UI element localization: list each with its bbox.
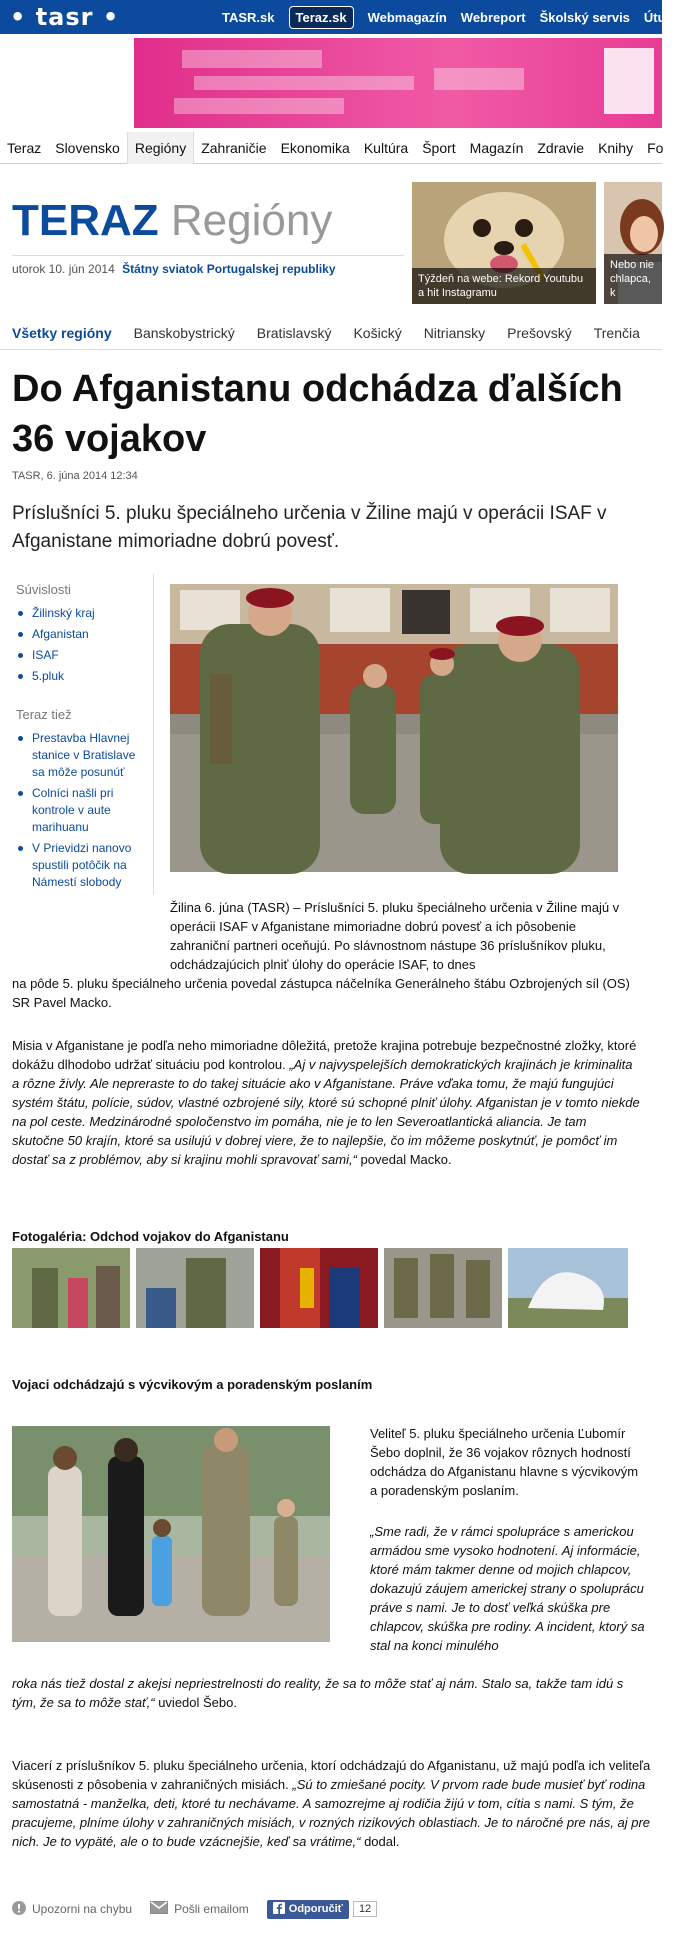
related-link[interactable]: ISAF xyxy=(12,647,147,664)
article-sidebar xyxy=(12,574,154,895)
region-nitriansky[interactable]: Nitriansky xyxy=(423,324,486,341)
section-heading: Vojaci odchádzajú s výcvikovým a poradenským poslaním xyxy=(12,1377,373,1392)
article-headline: Do Afganistanu odchádza ďalších 36 vojakov xyxy=(12,368,623,460)
paragraph-5 xyxy=(12,1756,652,1851)
nav-item-teraz[interactable]: Teraz xyxy=(7,139,42,156)
paragraph-2 xyxy=(12,1036,642,1169)
paragraph-2-text: Misia v Afganistane je podľa neho mimoriadne dôležitá, pretože krajina potrebuje bezpečnostné zložky, ktoré dokážu dlhodobo udržať situáciu pod kontrolou. xyxy=(12,1038,637,1072)
top-link-utul[interactable]: Útul xyxy=(643,9,670,25)
also-list xyxy=(12,730,147,891)
region-presovsky[interactable]: Prešovský xyxy=(507,324,572,341)
paragraph-4-tail: uviedol Šebo. xyxy=(154,1695,237,1710)
facebook-recommend-count: 12 xyxy=(353,1901,377,1917)
email-label: Pošli emailom xyxy=(174,1902,249,1916)
promo-tile-2[interactable] xyxy=(604,182,662,304)
main-nav xyxy=(0,132,662,164)
nav-item-sport[interactable]: Šport xyxy=(422,139,456,156)
article-actions xyxy=(12,1897,652,1921)
related-link[interactable]: Afganistan xyxy=(12,626,147,643)
promo-caption-2: Nebo nie chlapca, k xyxy=(604,254,662,304)
nav-item-knihy[interactable]: Knihy xyxy=(598,139,634,156)
paragraph-4b xyxy=(12,1674,642,1712)
nav-item-fo[interactable]: Fo xyxy=(647,139,664,156)
paragraph-3: Veliteľ 5. pluku špeciálneho určenia Ľubomír Šebo doplnil, že 36 vojakov rôznych hodností odchádza do Afganistanu hlavne s výcvikovým a poradenským poslaním. xyxy=(370,1426,639,1498)
top-links xyxy=(222,0,683,34)
gallery-thumb-1[interactable] xyxy=(12,1248,130,1328)
region-trenciansky[interactable]: Trenčia xyxy=(593,324,640,341)
nav-item-magazin[interactable]: Magazín xyxy=(469,139,524,156)
paragraph-5-tail: dodal. xyxy=(360,1834,400,1849)
gallery-thumb-2[interactable] xyxy=(136,1248,254,1328)
dateline xyxy=(12,262,336,276)
related-title: Súvislosti xyxy=(16,582,71,597)
promo-caption-1: Týždeň na webe: Rekord Youtubu a hit Instagramu xyxy=(412,268,596,304)
promo-tile-1[interactable] xyxy=(412,182,596,304)
nav-item-ekonomika[interactable]: Ekonomika xyxy=(280,139,350,156)
also-link[interactable]: V Prievidzi nanovo spustili potôčik na Námestí slobody xyxy=(12,840,147,891)
region-all[interactable]: Všetky regióny xyxy=(12,324,112,341)
top-link-skolsky-servis[interactable]: Školský servis xyxy=(539,9,630,25)
paragraph-2-tail: povedal Macko. xyxy=(356,1152,452,1167)
nav-item-regiony[interactable]: Regióny xyxy=(127,132,194,164)
gallery-title[interactable]: Fotogaléria: Odchod vojakov do Afganistanu xyxy=(12,1229,289,1244)
facebook-recommend-label: Odporučiť xyxy=(288,1903,343,1915)
section-title-light: Regióny xyxy=(158,196,333,245)
facebook-icon xyxy=(273,1902,285,1917)
related-link[interactable]: 5.pluk xyxy=(12,668,147,685)
region-bratislavsky[interactable]: Bratislavský xyxy=(256,324,332,341)
paragraph-1b: na pôde 5. pluku špeciálneho určenia povedal zástupca náčelníka Generálneho štábu Ozbrojených síl (OS) SR Pavel Macko. xyxy=(12,976,630,1010)
top-link-webmagazin[interactable]: Webmagazín xyxy=(367,9,447,25)
paragraph-4-quote-a: „Sme radi, že v rámci spolupráce s americkou armádou sme vysoko hodnotení. Aj informácie, ktoré mám takmer denne od mojich chlapcov, dokazujú záujem americkej strany o spoluprácu práve s nami. Je to dosť veľká skúška pre chlapcov, skúška pre rodiny. A incident, ktorý sa stal na konci minulého xyxy=(370,1524,645,1653)
paragraph-5-quote: „Sú to zmiešané pocity. V prvom rade bude musieť byť rodina samostatná - manželka, deti, ktoré tu nechávame. A samozrejme aj rodičia žijú v tom, cítia s nami. S tým, že pracujeme, plníme úlohy v zahraničných misiách, v rozných rizikových oblastiach. Je to náročné pre nás, aj pre nich. Je to vypäté, ale o to bude vzácnejšie, keď sa vrátime,“ xyxy=(12,1777,651,1849)
paragraph-2-quote: „Aj v najvyspelejších demokratických krajinách je kriminalita a rôzne živly. Ale nepreraste to do takej situácie ako v Afganistane. Práve vďaka tomu, že majú fungujúci systém štátu, polície, súdov, vlastné ozbrojené sily, ktoré sú schopné plniť úlohy. Afganistan je v tomto niekde na pol ceste. Medzinárodné spoločenstvo im pomáha, nie je to len Severoatlantická aliancia. Je tam skutočne 50 krajín, ktoré sa usilujú v dobrej viere, že to najlepšie, čo im môžeme poskytnúť, je pomôcť im dostať sa z problémov, aby si krajinu mohli spravovať sami,“ xyxy=(12,1057,640,1167)
main-article-photo[interactable] xyxy=(170,584,618,872)
report-error-link[interactable] xyxy=(12,1901,132,1918)
family-photo[interactable] xyxy=(12,1426,330,1642)
region-banskobystricky[interactable]: Banskobystrický xyxy=(133,324,235,341)
section-title[interactable] xyxy=(12,196,332,246)
region-kosicky[interactable]: Košický xyxy=(353,324,402,341)
facebook-recommend-button[interactable] xyxy=(267,1900,349,1919)
paragraph-5-text: Viacerí z príslušníkov 5. pluku špeciálneho určenia, ktorí odchádzajú do Afganistanu, už majú podľa ich veliteľa skúsenosti z pôsobenia v zahraničných misiách. xyxy=(12,1758,651,1792)
nav-item-zahranicie[interactable]: Zahraničie xyxy=(201,139,267,156)
nav-item-slovensko[interactable]: Slovensko xyxy=(55,139,120,156)
report-error-label: Upozorni na chybu xyxy=(32,1902,133,1916)
top-link-webreport[interactable]: Webreport xyxy=(460,9,526,25)
ad-banner[interactable] xyxy=(134,38,662,128)
warning-icon xyxy=(12,1901,26,1918)
article-lead: Príslušníci 5. pluku špeciálneho určenia v Žiline majú v operácii ISAF v Afganistane mimoriadne dobrú povesť. xyxy=(12,503,607,552)
header-divider xyxy=(12,255,404,256)
gallery-thumb-4[interactable] xyxy=(384,1248,502,1328)
top-link-teraz[interactable]: Teraz.sk xyxy=(289,6,354,29)
current-date: utorok 10. jún 2014 xyxy=(12,262,115,276)
section-title-bold: TERAZ xyxy=(12,196,159,245)
gallery-thumb-5[interactable] xyxy=(508,1248,628,1328)
tasr-logo[interactable]: • tasr • xyxy=(10,3,120,31)
paragraph-4-quote-b: roka nás tiež dostal z akejsi nepriestrelnosti do reality, že sa to môže stať aj nám. Stalo sa, takže tam idú s tým, že sa to môže stať,“ xyxy=(12,1676,624,1710)
nav-item-kultura[interactable]: Kultúra xyxy=(363,139,409,156)
related-link[interactable]: Žilinský kraj xyxy=(12,605,147,622)
top-bar xyxy=(0,0,670,34)
also-title: Teraz tiež xyxy=(16,707,72,722)
also-link[interactable]: Colníci našli pri kontrole v aute marihuanu xyxy=(12,785,147,836)
paragraph-4a xyxy=(370,1522,646,1655)
region-nav xyxy=(0,316,662,350)
email-link[interactable] xyxy=(150,1901,249,1917)
paragraph-1a: Žilina 6. júna (TASR) – Príslušníci 5. pluku špeciálneho určenia v Žiline majú v operácii ISAF v Afganistane mimoriadne dobrú povesť a ich pôsobenie zahraniční partneri oceňujú. Po slávnostnom nástupe 36 príslušníkov pluku, odchádzajúcich plniť úlohy do operácie ISAF, to dnes xyxy=(170,900,620,972)
holiday-link[interactable]: Štátny sviatok Portugalskej republiky xyxy=(122,262,336,276)
ad-banner-area xyxy=(0,34,662,132)
also-link[interactable]: Prestavba Hlavnej stanice v Bratislave sa môže posunúť xyxy=(12,730,147,781)
envelope-icon xyxy=(150,1901,168,1917)
top-link-tasr[interactable]: TASR.sk xyxy=(222,9,275,25)
gallery-thumb-3[interactable] xyxy=(260,1248,378,1328)
nav-item-zdravie[interactable]: Zdravie xyxy=(537,139,585,156)
article-meta: TASR, 6. júna 2014 12:34 xyxy=(12,470,138,482)
related-list xyxy=(12,605,147,685)
